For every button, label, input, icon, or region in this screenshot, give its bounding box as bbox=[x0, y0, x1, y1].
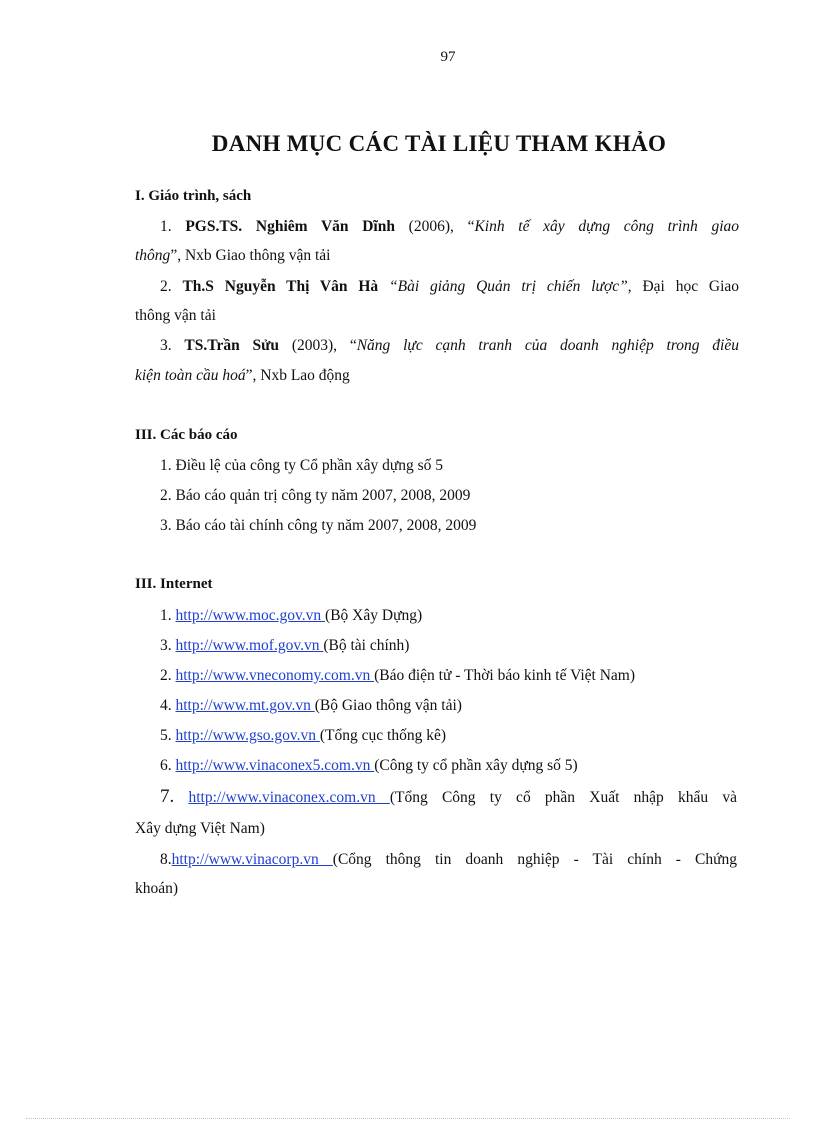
link-description: (Bộ tài chính) bbox=[323, 637, 410, 654]
entry-year: (2003), “ bbox=[291, 337, 357, 354]
entry-number: 4. bbox=[160, 697, 172, 714]
link-description: (Báo điện tử - Thời báo kinh tế Việt Nam) bbox=[374, 667, 635, 684]
internet-item-1 bbox=[160, 606, 422, 626]
entry-publisher: ”, Nxb Lao động bbox=[245, 367, 350, 384]
book-entry-2-cont: thông vận tải bbox=[135, 307, 216, 324]
entry-title: Kinh tế xây dựng công trình giao bbox=[474, 218, 740, 235]
link-mof[interactable]: http://www.mof.gov.vn bbox=[175, 637, 324, 654]
link-gso[interactable]: http://www.gso.gov.vn bbox=[175, 727, 320, 744]
entry-number: 5. bbox=[160, 727, 172, 744]
internet-item-3 bbox=[160, 666, 635, 686]
entry-publisher: ”, Nxb Giao thông vận tải bbox=[170, 247, 331, 264]
link-description: (Tổng Công ty cổ phần Xuất nhập khẩu và bbox=[389, 789, 737, 806]
report-item-3: 3. Báo cáo tài chính công ty năm 2007, 2008, 2009 bbox=[160, 517, 477, 534]
link-description: (Cổng thông tin doanh nghiệp - Tài chính - Chứng bbox=[332, 851, 737, 868]
entry-title: Năng lực cạnh tranh của doanh nghiệp trong điều bbox=[356, 337, 739, 354]
entry-number: 1. bbox=[160, 607, 172, 624]
entry-author: Th.S Nguyễn Thị Vân Hà bbox=[182, 278, 379, 295]
section-heading-books: I. Giáo trình, sách bbox=[135, 188, 252, 204]
link-mt[interactable]: http://www.mt.gov.vn bbox=[175, 697, 315, 714]
entry-number: 1. bbox=[160, 218, 172, 235]
entry-publisher: , Đại học Giao bbox=[627, 278, 740, 295]
entry-author: TS.Trần Sửu bbox=[184, 337, 280, 354]
section-heading-internet: III. Internet bbox=[135, 576, 213, 592]
link-vinacorp[interactable]: http://www.vinacorp.vn bbox=[171, 851, 333, 868]
internet-item-8 bbox=[160, 850, 737, 870]
link-moc[interactable]: http://www.moc.gov.vn bbox=[175, 607, 326, 624]
link-description: (Bộ Xây Dựng) bbox=[325, 607, 423, 624]
report-item-2: 2. Báo cáo quản trị công ty năm 2007, 2008, 2009 bbox=[160, 487, 471, 504]
internet-item-4 bbox=[160, 696, 462, 716]
entry-number: 6. bbox=[160, 757, 172, 774]
entry-number: 3. bbox=[160, 637, 172, 654]
entry-title: “Bài giảng Quản trị chiến lược” bbox=[388, 278, 628, 295]
book-entry-3-cont bbox=[135, 366, 350, 386]
book-entry-3 bbox=[160, 336, 739, 356]
link-vneconomy[interactable]: http://www.vneconomy.com.vn bbox=[175, 667, 375, 684]
entry-number: 3. bbox=[160, 337, 172, 354]
internet-item-5 bbox=[160, 726, 446, 746]
page-title: DANH MỤC CÁC TÀI LIỆU THAM KHẢO bbox=[211, 131, 667, 156]
internet-item-7 bbox=[160, 787, 737, 808]
report-item-1: 1. Điều lệ của công ty Cổ phần xây dựng số 5 bbox=[160, 457, 444, 474]
book-entry-1 bbox=[160, 217, 739, 237]
entry-title-cont: thông bbox=[135, 247, 171, 264]
internet-item-8-cont: khoán) bbox=[135, 880, 179, 897]
link-vinaconex[interactable]: http://www.vinaconex.com.vn bbox=[188, 789, 390, 806]
entry-number: 7. bbox=[160, 786, 175, 807]
link-vinaconex5[interactable]: http://www.vinaconex5.com.vn bbox=[175, 757, 375, 774]
book-entry-2 bbox=[160, 277, 739, 297]
entry-year: (2006), “ bbox=[408, 218, 475, 235]
page-bottom-rule bbox=[26, 1118, 790, 1119]
internet-item-7-cont: Xây dựng Việt Nam) bbox=[135, 820, 265, 837]
entry-title-cont: kiện toàn cầu hoá bbox=[135, 367, 246, 384]
page-number: 97 bbox=[440, 49, 456, 65]
link-description: (Bộ Giao thông vận tải) bbox=[314, 697, 462, 714]
link-description: (Tổng cục thống kê) bbox=[319, 727, 447, 744]
section-heading-reports: III. Các báo cáo bbox=[135, 427, 238, 443]
internet-item-6 bbox=[160, 756, 578, 776]
entry-number: 8. bbox=[160, 851, 172, 868]
entry-author: PGS.TS. Nghiêm Văn Dĩnh bbox=[185, 218, 395, 235]
internet-item-2 bbox=[160, 636, 409, 656]
entry-number: 2. bbox=[160, 278, 172, 295]
link-description: (Công ty cổ phần xây dựng số 5) bbox=[374, 757, 578, 774]
book-entry-1-cont bbox=[135, 246, 330, 266]
entry-number: 2. bbox=[160, 667, 172, 684]
